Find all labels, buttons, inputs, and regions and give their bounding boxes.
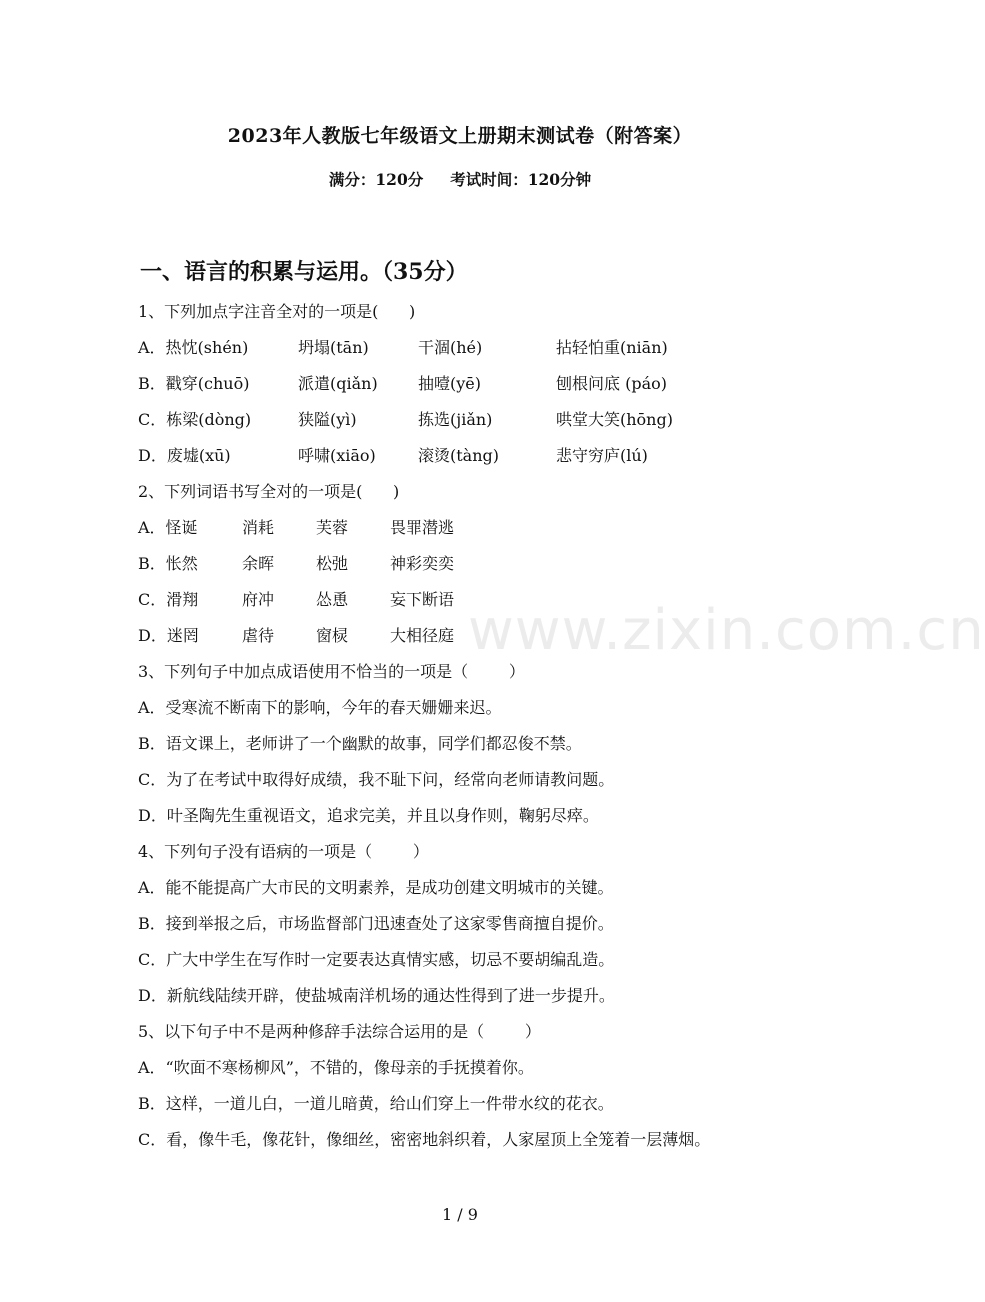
- q2-option-a-3: 芙蓉: [316, 518, 349, 537]
- q1-option-a-3: 干涸(hé): [418, 338, 483, 357]
- q1-option-c-1: C．栋梁(dòng): [138, 410, 252, 429]
- watermark: www.zixin.com.cn: [468, 598, 985, 663]
- question-2-stem: 2、下列词语书写全对的一项是( ): [138, 482, 400, 501]
- q2-option-c-1: C．滑翔: [138, 590, 199, 609]
- q1-option-d-3: 滚烫(tàng): [418, 446, 500, 465]
- question-5-stem: 5、以下句子中不是两种修辞手法综合运用的是（ ）: [138, 1022, 541, 1041]
- q2-option-a-4: 畏罪潜逃: [390, 518, 455, 537]
- section-heading: 一、语言的积累与运用。（35分）: [140, 259, 468, 285]
- page-number: 1 / 9: [442, 1205, 478, 1224]
- q1-option-c-2: 狭隘(yì): [298, 410, 357, 429]
- q1-option-b-4: 刨根问底 (páo): [556, 374, 667, 393]
- q2-option-a-1: A．怪诞: [138, 518, 198, 537]
- q2-option-b-4: 神彩奕奕: [390, 554, 455, 573]
- question-4-stem: 4、下列句子没有语病的一项是（ ）: [138, 842, 429, 861]
- q1-option-d-2: 呼啸(xiāo): [298, 446, 376, 465]
- q2-option-d-2: 虐待: [242, 626, 275, 645]
- q2-option-a-2: 消耗: [242, 518, 275, 537]
- q1-option-b-3: 抽噎(yē): [418, 374, 481, 393]
- q2-option-c-2: 府冲: [242, 590, 275, 609]
- q1-option-d-1: D．废墟(xū): [138, 446, 231, 465]
- q1-option-c-3: 拣选(jiǎn): [418, 410, 493, 429]
- q2-option-b-2: 余晖: [242, 554, 275, 573]
- q1-option-a-1: A．热忱(shén): [138, 338, 249, 357]
- q1-option-a-4: 拈轻怕重(niān): [556, 338, 668, 357]
- question-1-stem: 1、下列加点字注音全对的一项是( ): [138, 302, 416, 321]
- q2-option-c-3: 怂恿: [316, 590, 349, 609]
- q2-option-d-1: D．迷罔: [138, 626, 199, 645]
- q5-option-a: A．“吹面不寒杨柳风”，不错的，像母亲的手抚摸着你。: [138, 1058, 534, 1077]
- q2-option-b-3: 松弛: [316, 554, 349, 573]
- q1-option-b-2: 派遣(qiǎn): [298, 374, 378, 393]
- q4-option-a: A．能不能提高广大市民的文明素养，是成功创建文明城市的关键。: [138, 878, 614, 897]
- q3-option-a: A．受寒流不断南下的影响，今年的春天姗姗来迟。: [138, 698, 502, 717]
- q1-option-a-2: 坍塌(tān): [298, 338, 369, 357]
- q5-option-b: B．这样，一道儿白，一道儿暗黄，给山们穿上一件带水纹的花衣。: [138, 1094, 614, 1113]
- q4-option-c: C．广大中学生在写作时一定要表达真情实感，切忌不要胡编乱造。: [138, 950, 615, 969]
- exam-info: 满分：120分 考试时间：120分钟: [328, 170, 592, 189]
- q3-option-c: C．为了在考试中取得好成绩，我不耻下问，经常向老师请教问题。: [138, 770, 615, 789]
- q4-option-d: D．新航线陆续开辟，使盐城南洋机场的通达性得到了进一步提升。: [138, 986, 615, 1005]
- q1-option-c-4: 哄堂大笑(hōng): [556, 410, 673, 429]
- q2-option-b-1: B．怅然: [138, 554, 198, 573]
- q1-option-d-4: 悲守穷庐(lú): [556, 446, 648, 465]
- q3-option-b: B．语文课上，老师讲了一个幽默的故事，同学们都忍俊不禁。: [138, 734, 582, 753]
- q3-option-d: D．叶圣陶先生重视语文，追求完美，并且以身作则，鞠躬尽瘁。: [138, 806, 599, 825]
- page-title: 2023年人教版七年级语文上册期末测试卷（附答案）: [227, 125, 693, 147]
- q2-option-d-3: 窗棂: [316, 626, 349, 645]
- q2-option-c-4: 妄下断语: [390, 590, 455, 609]
- q1-option-b-1: B．戳穿(chuō): [138, 374, 250, 393]
- q5-option-c: C．看，像牛毛，像花针，像细丝，密密地斜织着，人家屋顶上全笼着一层薄烟。: [138, 1130, 711, 1149]
- q4-option-b: B．接到举报之后，市场监督部门迅速查处了这家零售商擅自提价。: [138, 914, 614, 933]
- q2-option-d-4: 大相径庭: [390, 626, 455, 645]
- question-3-stem: 3、下列句子中加点成语使用不恰当的一项是（ ）: [138, 662, 525, 681]
